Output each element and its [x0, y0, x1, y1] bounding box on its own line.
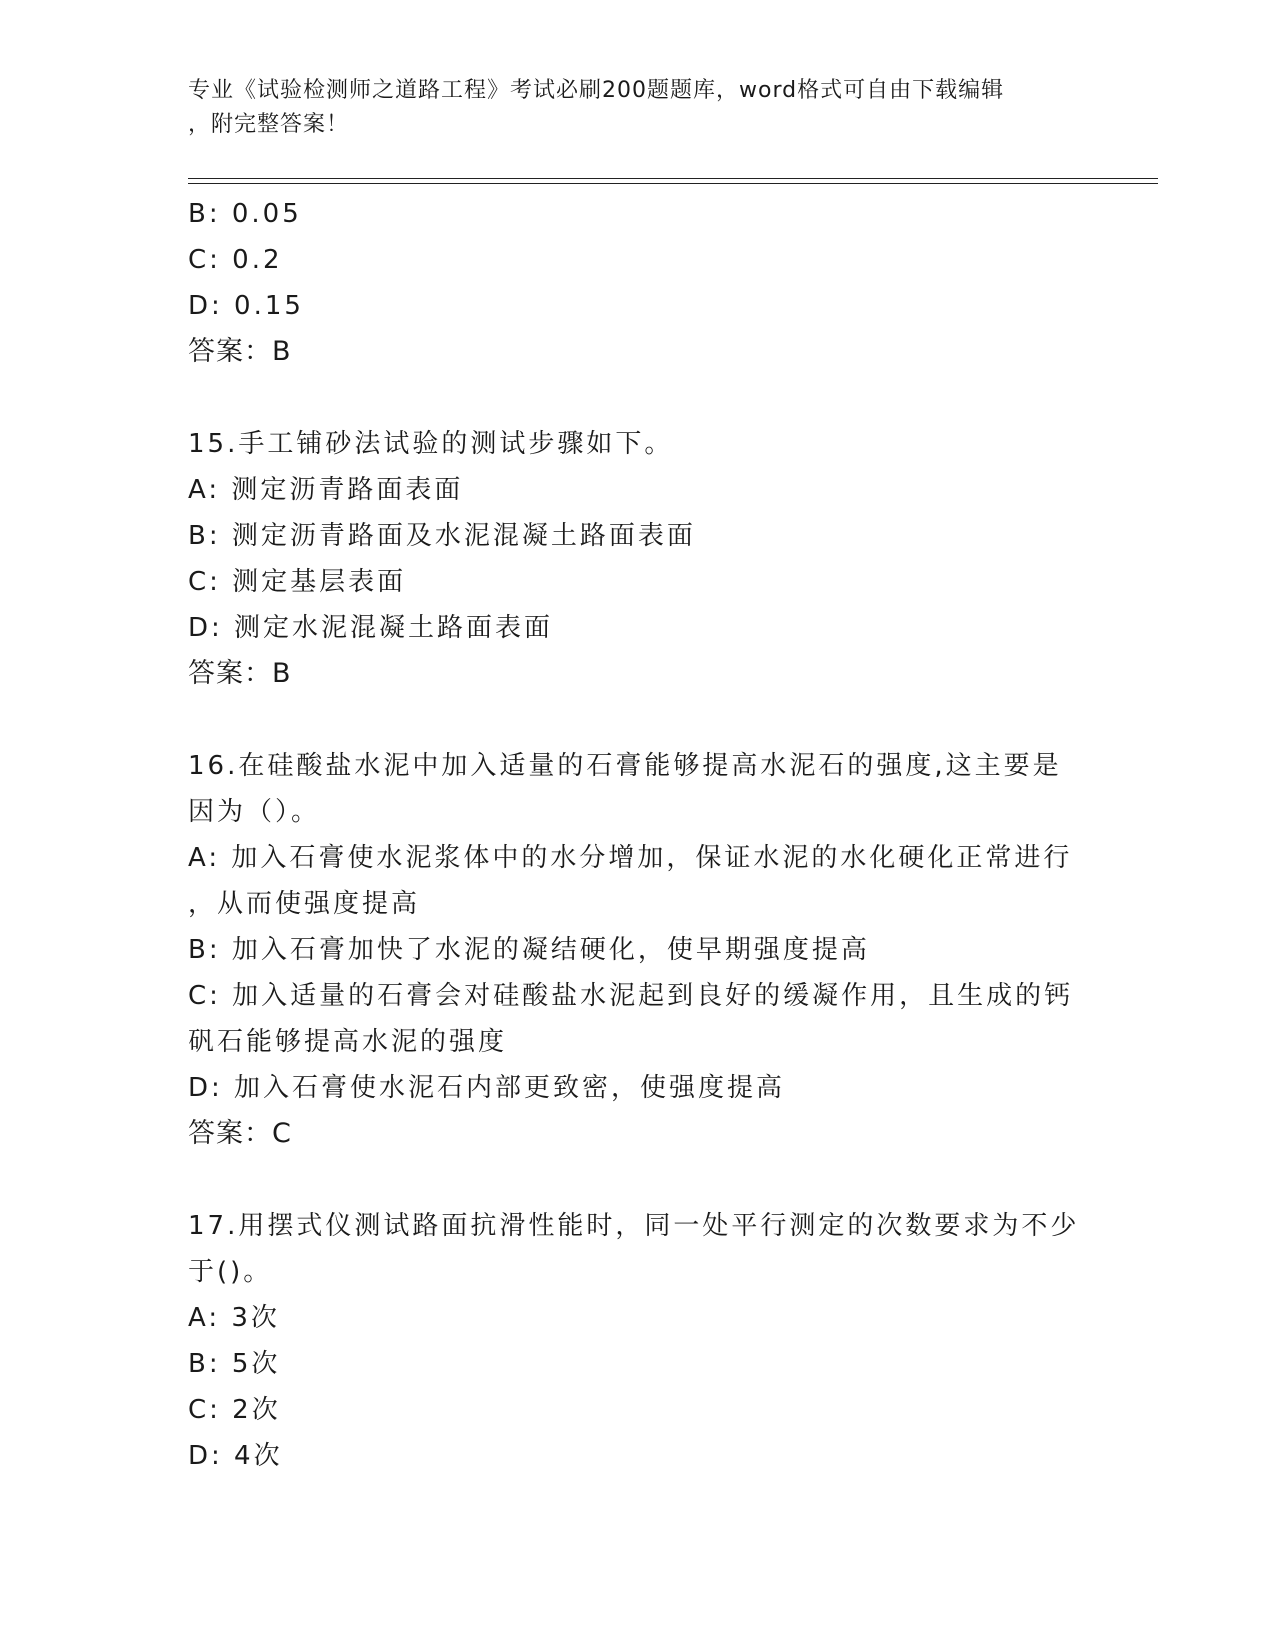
option-c-line-1: C: 加入适量的石膏会对硅酸盐水泥起到良好的缓凝作用，且生成的钙 [188, 981, 1074, 1011]
document-header [188, 74, 1088, 142]
option-c: C: 0.2 [188, 245, 283, 275]
option-b: B: 测定沥青路面及水泥混凝土路面表面 [188, 521, 696, 551]
option-a-line-2: ，从而使强度提高 [188, 889, 421, 919]
header-title-line-1: 专业《试验检测师之道路工程》考试必刷200题题库，word格式可自由下载编辑 [188, 78, 1005, 103]
spacer [188, 1157, 1088, 1203]
question-stem-line-2: 于()。 [188, 1257, 273, 1287]
option-b: B: 5次 [188, 1349, 281, 1379]
question-stem-line-2: 因为（）。 [188, 797, 321, 827]
question-stem-line-1: 17.用摆式仪测试路面抗滑性能时，同一处平行测定的次数要求为不少 [188, 1211, 1080, 1241]
answer: 答案：C [188, 1118, 292, 1149]
answer: 答案：B [188, 658, 292, 689]
option-c: C: 2次 [188, 1395, 281, 1425]
header-divider-bottom [188, 183, 1158, 184]
question-content [188, 191, 1088, 1479]
question-stem-line-1: 16.在硅酸盐水泥中加入适量的石膏能够提高水泥石的强度,这主要是 [188, 751, 1062, 781]
question-15 [188, 421, 1088, 697]
answer: 答案：B [188, 336, 292, 367]
header-divider-top [188, 178, 1158, 179]
question-16 [188, 743, 1088, 1157]
header-title-line-2: ，附完整答案！ [188, 112, 350, 137]
option-d: D: 4次 [188, 1441, 283, 1471]
spacer [188, 375, 1088, 421]
spacer [188, 697, 1088, 743]
option-a: A: 测定沥青路面表面 [188, 475, 464, 505]
option-a-line-1: A: 加入石膏使水泥浆体中的水分增加，保证水泥的水化硬化正常进行 [188, 843, 1073, 873]
question-17 [188, 1203, 1088, 1479]
option-b: B: 0.05 [188, 199, 302, 229]
option-a: A: 3次 [188, 1303, 280, 1333]
option-c-line-2: 矾石能够提高水泥的强度 [188, 1027, 508, 1057]
option-d: D: 0.15 [188, 291, 304, 321]
option-d: D: 测定水泥混凝土路面表面 [188, 613, 554, 643]
option-c: C: 测定基层表面 [188, 567, 407, 597]
question-14-tail [188, 191, 1088, 375]
option-d: D: 加入石膏使水泥石内部更致密，使强度提高 [188, 1073, 786, 1103]
question-stem: 15.手工铺砂法试验的测试步骤如下。 [188, 429, 674, 459]
option-b: B: 加入石膏加快了水泥的凝结硬化，使早期强度提高 [188, 935, 870, 965]
